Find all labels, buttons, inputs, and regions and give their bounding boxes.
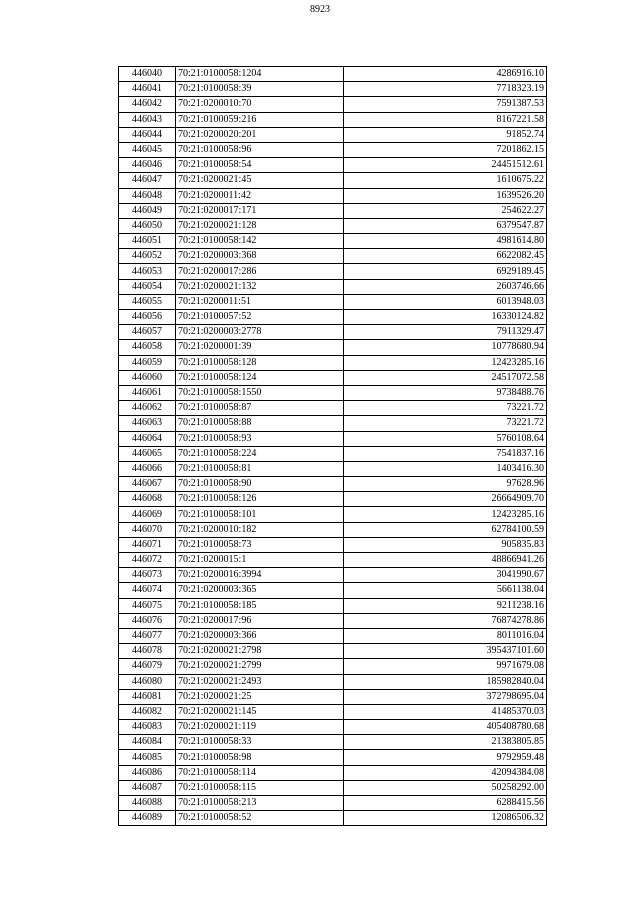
cadastral-number-cell: 70:21:0200003:366 [176,628,344,643]
cadastral-number-cell: 70:21:0200017:96 [176,613,344,628]
cadastral-value-cell: 24517072.58 [344,370,547,385]
row-number-cell: 446076 [119,613,176,628]
row-number-cell: 446078 [119,644,176,659]
cadastral-value-cell: 7591387.53 [344,97,547,112]
cadastral-value-cell: 12086506.32 [344,811,547,826]
row-number-cell: 446042 [119,97,176,112]
row-number-cell: 446045 [119,142,176,157]
cadastral-value-cell: 16330124.82 [344,310,547,325]
row-number-cell: 446079 [119,659,176,674]
row-number-cell: 446064 [119,431,176,446]
cadastral-number-cell: 70:21:0100057:52 [176,310,344,325]
cadastral-number-cell: 70:21:0100058:185 [176,598,344,613]
row-number-cell: 446080 [119,674,176,689]
table-row [119,659,547,674]
cadastral-number-cell: 70:21:0200021:145 [176,704,344,719]
table-row [119,249,547,264]
cadastral-number-cell: 70:21:0200016:3994 [176,568,344,583]
cadastral-number-cell: 70:21:0100059:216 [176,112,344,127]
table-row [119,689,547,704]
cadastral-number-cell: 70:21:0200010:182 [176,522,344,537]
table-row [119,203,547,218]
row-number-cell: 446058 [119,340,176,355]
row-number-cell: 446043 [119,112,176,127]
table-row [119,598,547,613]
cadastral-value-cell: 6622082.45 [344,249,547,264]
cadastral-number-cell: 70:21:0100058:96 [176,142,344,157]
cadastral-value-cell: 185982840.04 [344,674,547,689]
table-row [119,507,547,522]
cadastral-value-cell: 254622.27 [344,203,547,218]
cadastral-value-cell: 48866941.26 [344,553,547,568]
table-row [119,127,547,142]
cadastral-value-cell: 7541837.16 [344,446,547,461]
cadastral-value-cell: 905835.83 [344,537,547,552]
table-row [119,477,547,492]
row-number-cell: 446067 [119,477,176,492]
table-row [119,780,547,795]
cadastral-value-cell: 73221.72 [344,401,547,416]
cadastral-number-cell: 70:21:0200017:286 [176,264,344,279]
table-body [119,67,547,826]
row-number-cell: 446053 [119,264,176,279]
table-row [119,112,547,127]
row-number-cell: 446051 [119,234,176,249]
cadastral-value-cell: 395437101.60 [344,644,547,659]
row-number-cell: 446061 [119,385,176,400]
row-number-cell: 446089 [119,811,176,826]
cadastral-number-cell: 70:21:0100058:81 [176,461,344,476]
table-row [119,446,547,461]
table-row [119,416,547,431]
table-row [119,796,547,811]
cadastral-number-cell: 70:21:0100058:39 [176,82,344,97]
cadastral-number-cell: 70:21:0100058:1204 [176,67,344,82]
table-row [119,750,547,765]
cadastral-value-cell: 21383805.85 [344,735,547,750]
cadastral-value-cell: 76874278.86 [344,613,547,628]
cadastral-number-cell: 70:21:0100058:1550 [176,385,344,400]
table-row [119,234,547,249]
cadastral-value-cell: 8167221.58 [344,112,547,127]
row-number-cell: 446046 [119,158,176,173]
row-number-cell: 446082 [119,704,176,719]
table-row [119,811,547,826]
table-row [119,370,547,385]
cadastral-value-cell: 6929189.45 [344,264,547,279]
table-row [119,461,547,476]
cadastral-number-cell: 70:21:0100058:224 [176,446,344,461]
page-number: 8923 [310,4,330,15]
table-row [119,568,547,583]
table-row [119,704,547,719]
cadastral-number-cell: 70:21:0100058:98 [176,750,344,765]
cadastral-value-cell: 372798695.04 [344,689,547,704]
table-row [119,401,547,416]
row-number-cell: 446052 [119,249,176,264]
cadastral-number-cell: 70:21:0200003:2778 [176,325,344,340]
cadastral-value-table [118,66,547,826]
row-number-cell: 446050 [119,218,176,233]
cadastral-value-cell: 10778680.94 [344,340,547,355]
table-row [119,310,547,325]
cadastral-number-cell: 70:21:0100058:142 [176,234,344,249]
row-number-cell: 446044 [119,127,176,142]
cadastral-value-cell: 9792959.48 [344,750,547,765]
cadastral-number-cell: 70:21:0200015:1 [176,553,344,568]
cadastral-value-cell: 1639526.20 [344,188,547,203]
cadastral-number-cell: 70:21:0100058:73 [176,537,344,552]
cadastral-value-cell: 73221.72 [344,416,547,431]
cadastral-number-cell: 70:21:0100058:93 [176,431,344,446]
cadastral-number-cell: 70:21:0100058:128 [176,355,344,370]
row-number-cell: 446074 [119,583,176,598]
table-row [119,613,547,628]
row-number-cell: 446068 [119,492,176,507]
table-row [119,720,547,735]
cadastral-value-cell: 7911329.47 [344,325,547,340]
table-row [119,431,547,446]
cadastral-value-cell: 9971679.08 [344,659,547,674]
cadastral-value-cell: 42094384.08 [344,765,547,780]
cadastral-value-cell: 2603746.66 [344,279,547,294]
row-number-cell: 446084 [119,735,176,750]
row-number-cell: 446083 [119,720,176,735]
cadastral-number-cell: 70:21:0100058:52 [176,811,344,826]
cadastral-number-cell: 70:21:0200021:128 [176,218,344,233]
cadastral-number-cell: 70:21:0100058:114 [176,765,344,780]
table-row [119,492,547,507]
table-row [119,355,547,370]
row-number-cell: 446049 [119,203,176,218]
row-number-cell: 446065 [119,446,176,461]
cadastral-number-cell: 70:21:0100058:88 [176,416,344,431]
cadastral-value-cell: 41485370.03 [344,704,547,719]
cadastral-number-cell: 70:21:0200021:2798 [176,644,344,659]
cadastral-number-cell: 70:21:0100058:87 [176,401,344,416]
cadastral-value-cell: 6013948.03 [344,294,547,309]
table-row [119,735,547,750]
row-number-cell: 446056 [119,310,176,325]
cadastral-value-cell: 4286916.10 [344,67,547,82]
cadastral-value-cell: 3041990.67 [344,568,547,583]
row-number-cell: 446075 [119,598,176,613]
table-row [119,82,547,97]
cadastral-value-cell: 62784100.59 [344,522,547,537]
row-number-cell: 446057 [119,325,176,340]
cadastral-value-cell: 26664909.70 [344,492,547,507]
row-number-cell: 446055 [119,294,176,309]
table-row [119,628,547,643]
cadastral-number-cell: 70:21:0200021:132 [176,279,344,294]
row-number-cell: 446047 [119,173,176,188]
cadastral-value-cell: 97628.96 [344,477,547,492]
table-row [119,279,547,294]
cadastral-number-cell: 70:21:0100058:115 [176,780,344,795]
cadastral-number-cell: 70:21:0100058:124 [176,370,344,385]
cadastral-number-cell: 70:21:0100058:213 [176,796,344,811]
table-row [119,173,547,188]
cadastral-number-cell: 70:21:0200021:45 [176,173,344,188]
row-number-cell: 446070 [119,522,176,537]
cadastral-value-cell: 12423285.16 [344,355,547,370]
table-row [119,158,547,173]
cadastral-value-cell: 6288415.56 [344,796,547,811]
row-number-cell: 446041 [119,82,176,97]
cadastral-number-cell: 70:21:0100058:54 [176,158,344,173]
cadastral-number-cell: 70:21:0100058:126 [176,492,344,507]
row-number-cell: 446072 [119,553,176,568]
row-number-cell: 446071 [119,537,176,552]
cadastral-value-cell: 4981614.80 [344,234,547,249]
cadastral-value-cell: 7718323.19 [344,82,547,97]
table-row [119,644,547,659]
row-number-cell: 446062 [119,401,176,416]
cadastral-value-cell: 7201862.15 [344,142,547,157]
row-number-cell: 446081 [119,689,176,704]
cadastral-value-cell: 1403416.30 [344,461,547,476]
cadastral-value-cell: 8011016.04 [344,628,547,643]
table-row [119,765,547,780]
table-row [119,294,547,309]
table-row [119,583,547,598]
row-number-cell: 446066 [119,461,176,476]
table-row [119,264,547,279]
cadastral-value-cell: 9211238.16 [344,598,547,613]
row-number-cell: 446085 [119,750,176,765]
row-number-cell: 446048 [119,188,176,203]
row-number-cell: 446088 [119,796,176,811]
cadastral-value-cell: 1610675.22 [344,173,547,188]
table-row [119,674,547,689]
row-number-cell: 446054 [119,279,176,294]
cadastral-number-cell: 70:21:0200021:2493 [176,674,344,689]
row-number-cell: 446040 [119,67,176,82]
cadastral-number-cell: 70:21:0200001:39 [176,340,344,355]
row-number-cell: 446060 [119,370,176,385]
row-number-cell: 446063 [119,416,176,431]
table-row [119,142,547,157]
cadastral-number-cell: 70:21:0200011:51 [176,294,344,309]
cadastral-value-cell: 50258292.00 [344,780,547,795]
table-row [119,385,547,400]
table-row [119,522,547,537]
cadastral-number-cell: 70:21:0200017:171 [176,203,344,218]
row-number-cell: 446086 [119,765,176,780]
cadastral-number-cell: 70:21:0200020:201 [176,127,344,142]
cadastral-number-cell: 70:21:0200021:2799 [176,659,344,674]
table-row [119,218,547,233]
cadastral-value-cell: 5661138.04 [344,583,547,598]
row-number-cell: 446077 [119,628,176,643]
cadastral-value-cell: 6379547.87 [344,218,547,233]
cadastral-value-cell: 9738488.76 [344,385,547,400]
row-number-cell: 446059 [119,355,176,370]
cadastral-value-cell: 405408780.68 [344,720,547,735]
cadastral-value-cell: 12423285.16 [344,507,547,522]
cadastral-number-cell: 70:21:0200021:119 [176,720,344,735]
table-row [119,325,547,340]
table-row [119,97,547,112]
cadastral-number-cell: 70:21:0200010:70 [176,97,344,112]
table-row [119,188,547,203]
row-number-cell: 446073 [119,568,176,583]
cadastral-number-cell: 70:21:0100058:33 [176,735,344,750]
cadastral-number-cell: 70:21:0200003:368 [176,249,344,264]
cadastral-value-cell: 91852.74 [344,127,547,142]
cadastral-value-cell: 5760108.64 [344,431,547,446]
cadastral-value-cell: 24451512.61 [344,158,547,173]
table-row [119,537,547,552]
cadastral-number-cell: 70:21:0200011:42 [176,188,344,203]
cadastral-number-cell: 70:21:0100058:90 [176,477,344,492]
cadastral-number-cell: 70:21:0200021:25 [176,689,344,704]
cadastral-number-cell: 70:21:0200003:365 [176,583,344,598]
cadastral-number-cell: 70:21:0100058:101 [176,507,344,522]
row-number-cell: 446069 [119,507,176,522]
row-number-cell: 446087 [119,780,176,795]
table-row [119,67,547,82]
table-row [119,340,547,355]
table-row [119,553,547,568]
